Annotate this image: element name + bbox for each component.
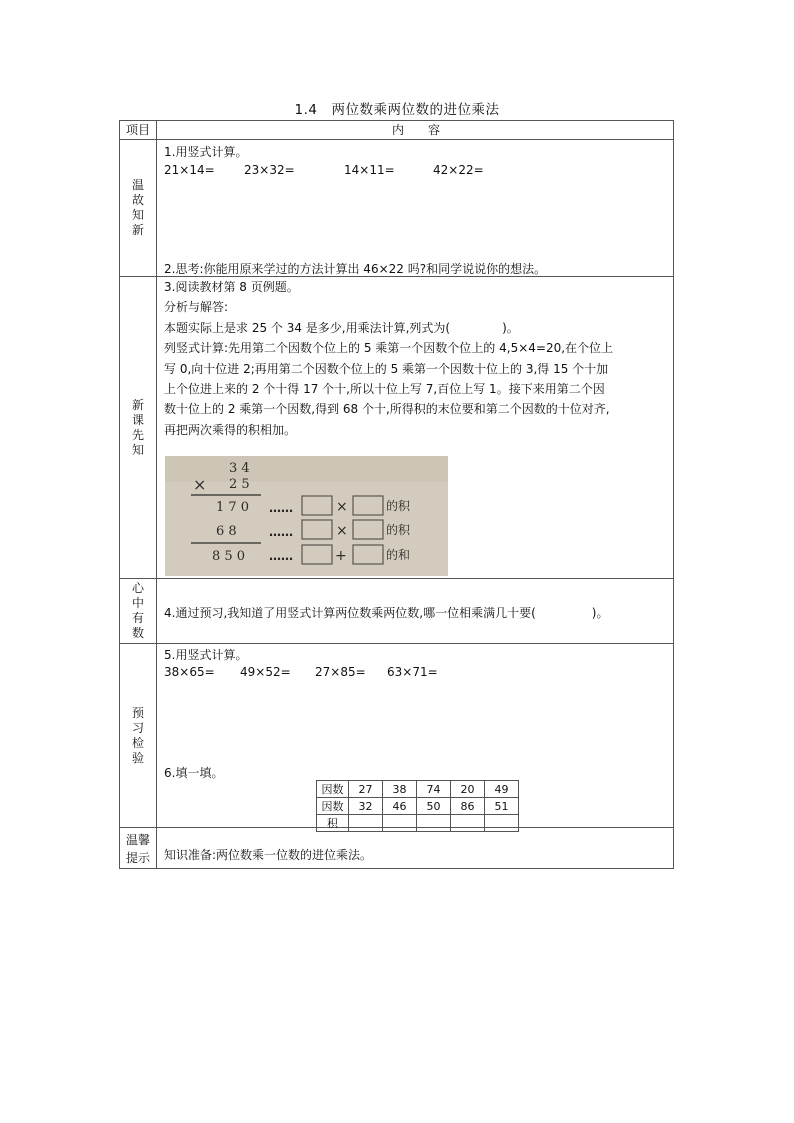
row-header: 因数 bbox=[317, 798, 349, 815]
product-label: 的积 bbox=[386, 523, 411, 537]
table-cell: 20 bbox=[451, 781, 485, 798]
row-divider bbox=[120, 578, 673, 579]
times-operator: × bbox=[336, 499, 348, 515]
answer-cell[interactable] bbox=[383, 815, 417, 832]
table-cell: 46 bbox=[383, 798, 417, 815]
answer-cell[interactable] bbox=[451, 815, 485, 832]
explanation-line: 列竖式计算:先用第二个因数个位上的 5 乘第一个因数个位上的 4,5×4=20,在个位上 bbox=[164, 341, 614, 356]
worksheet-table bbox=[119, 120, 674, 869]
page-title: 1.4 两位数乘两位数的进位乘法 bbox=[294, 102, 500, 118]
section-label-summary: 心 中 有 数 bbox=[131, 581, 144, 640]
table-cell: 74 bbox=[417, 781, 451, 798]
table-cell: 50 bbox=[417, 798, 451, 815]
analysis-heading: 分析与解答: bbox=[164, 300, 229, 315]
table-row bbox=[317, 798, 519, 815]
section-label-check: 预 习 检 验 bbox=[131, 705, 144, 765]
expression-line: 本题实际上是求 25 个 34 是多少,用乘法计算,列式为( )。 bbox=[164, 320, 519, 335]
dots: …… bbox=[269, 501, 293, 515]
multiplier: 2 5 bbox=[229, 477, 250, 492]
section-label-tip: 温馨 提示 bbox=[125, 833, 150, 865]
explanation-line: 写 0,向十位进 2;再用第二个因数个位上的 5 乘第一个因数十位上的 3,得 15 个十加 bbox=[164, 361, 609, 376]
equation: 42×22= bbox=[433, 163, 484, 177]
lesson-text bbox=[164, 277, 670, 440]
answer-cell[interactable] bbox=[485, 815, 519, 832]
row-divider bbox=[120, 139, 673, 140]
dots: …… bbox=[269, 525, 293, 539]
sum-label: 的和 bbox=[386, 548, 411, 562]
section-label-review: 温 故 知 新 bbox=[131, 178, 144, 237]
equation: 23×32= bbox=[244, 163, 295, 177]
table-row bbox=[317, 781, 519, 798]
times-sign: × bbox=[193, 475, 207, 494]
row-divider bbox=[120, 643, 673, 644]
question-3: 3.阅读教材第 8 页例题。 bbox=[164, 280, 299, 294]
equation: 14×11= bbox=[344, 163, 395, 177]
multiplicand: 3 4 bbox=[229, 461, 250, 476]
equation: 49×52= bbox=[240, 665, 291, 679]
final-sum: 8 5 0 bbox=[212, 549, 246, 564]
column-divider bbox=[156, 121, 157, 868]
question-1-items bbox=[164, 163, 513, 177]
header-item-label: 项目 bbox=[125, 123, 150, 137]
table-cell: 86 bbox=[451, 798, 485, 815]
equation: 21×14= bbox=[164, 163, 215, 177]
question-2: 2.思考:你能用原来学过的方法计算出 46×22 吗?和同学说说你的想法。 bbox=[164, 262, 547, 276]
explanation-line: 再把两次乘得的积相加。 bbox=[164, 422, 297, 437]
answer-cell[interactable] bbox=[349, 815, 383, 832]
tip-text: 知识准备:两位数乘一位数的进位乘法。 bbox=[164, 848, 373, 862]
partial-product-2: 6 8 bbox=[216, 524, 237, 539]
question-4: 4.通过预习,我知道了用竖式计算两位数乘两位数,哪一位相乘满几十要( )。 bbox=[164, 606, 609, 620]
dots: …… bbox=[269, 549, 293, 563]
answer-cell[interactable] bbox=[417, 815, 451, 832]
table-cell: 32 bbox=[349, 798, 383, 815]
equation: 27×85= bbox=[315, 665, 366, 679]
partial-product-1: 1 7 0 bbox=[216, 500, 250, 515]
times-operator: × bbox=[336, 523, 348, 539]
table-cell: 51 bbox=[485, 798, 519, 815]
explanation-line: 上个位进上来的 2 个十得 17 个十,所以十位上写 7,百位上写 1。接下来用第二个因 bbox=[164, 382, 605, 397]
textbook-photo bbox=[165, 456, 448, 576]
vertical-multiplication-diagram bbox=[165, 456, 448, 576]
equation: 38×65= bbox=[164, 665, 215, 679]
row-header: 积 bbox=[317, 815, 349, 832]
product-label: 的积 bbox=[386, 499, 411, 513]
question-6: 6.填一填。 bbox=[164, 766, 224, 780]
question-1: 1.用竖式计算。 bbox=[164, 145, 248, 159]
table-cell: 38 bbox=[383, 781, 417, 798]
explanation-line: 数十位上的 2 乘第一个因数,得到 68 个十,所得积的末位要和第二个因数的十位对齐, bbox=[164, 402, 610, 417]
table-cell: 49 bbox=[485, 781, 519, 798]
table-cell: 27 bbox=[349, 781, 383, 798]
equation: 63×71= bbox=[387, 665, 438, 679]
header-content-label: 内 容 bbox=[391, 123, 440, 137]
question-5-items bbox=[164, 665, 457, 679]
plus-operator: + bbox=[335, 548, 347, 564]
row-header: 因数 bbox=[317, 781, 349, 798]
table-row bbox=[317, 815, 519, 832]
question-5: 5.用竖式计算。 bbox=[164, 648, 248, 662]
section-label-new-lesson: 新 课 先 知 bbox=[131, 397, 144, 457]
fill-in-table bbox=[316, 780, 519, 832]
